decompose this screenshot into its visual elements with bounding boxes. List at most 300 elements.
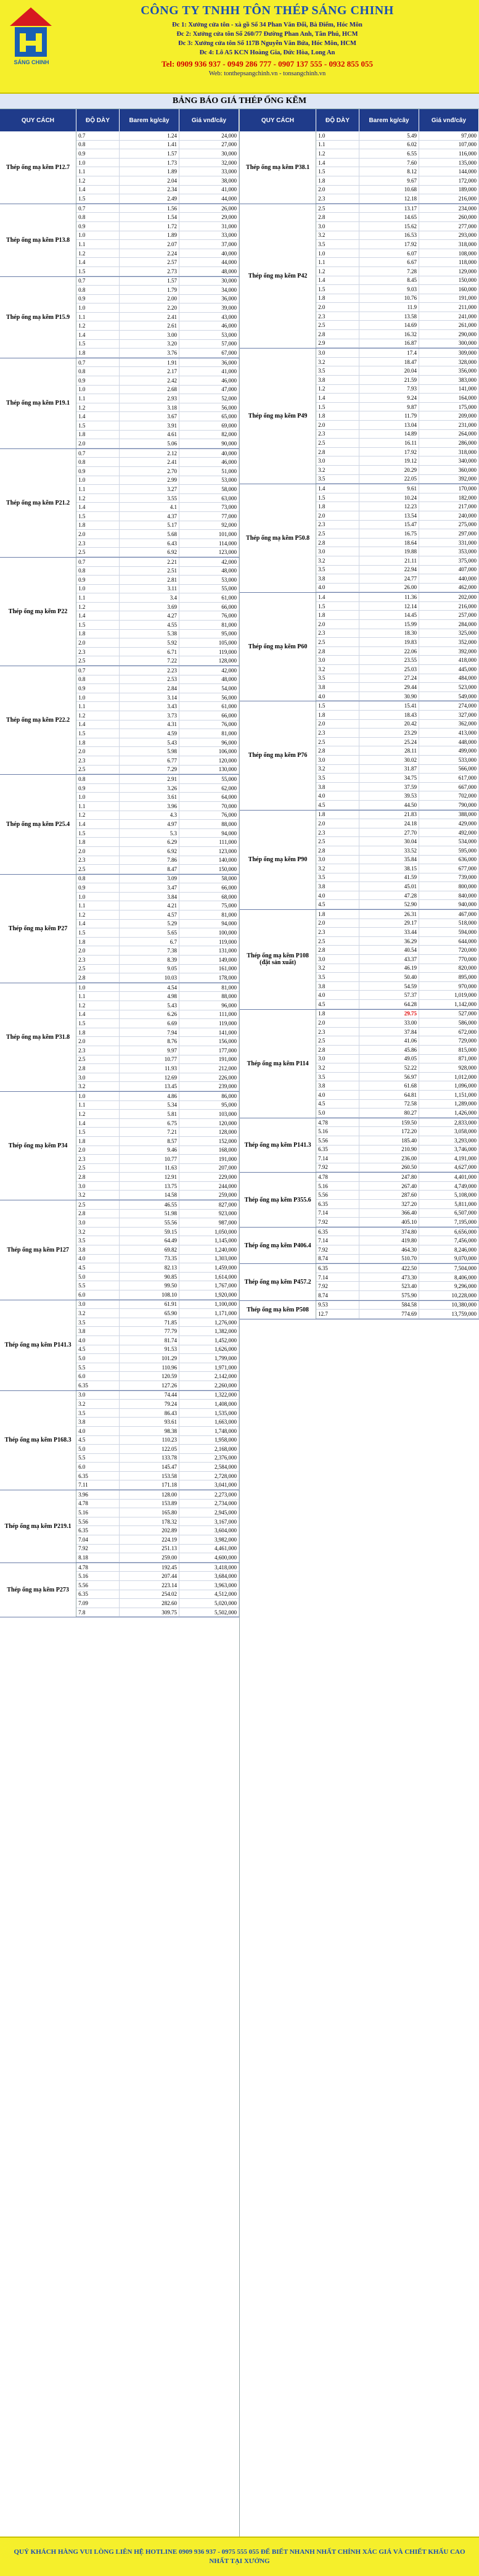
thickness-cell: 4.5 — [76, 1345, 120, 1354]
thickness-cell: 3.0 — [76, 1218, 120, 1227]
price-cell: 130,000 — [179, 766, 239, 774]
price-cell: 66,000 — [179, 883, 239, 892]
table-row — [76, 567, 239, 576]
table-row — [316, 1081, 479, 1091]
price-cell: 172,000 — [419, 176, 479, 185]
thickness-cell: 3.2 — [76, 1400, 120, 1408]
table-row — [76, 485, 239, 494]
weight-cell: 4.54 — [120, 983, 179, 992]
price-cell: 467,000 — [419, 910, 479, 919]
weight-cell: 26.00 — [359, 584, 419, 592]
price-cell: 840,000 — [419, 891, 479, 900]
weight-cell: 2.23 — [120, 666, 179, 675]
thickness-cell: 2.0 — [76, 847, 120, 856]
table-row — [316, 982, 479, 991]
table-row — [316, 475, 479, 484]
product-group — [240, 1010, 479, 1118]
product-rows — [76, 277, 239, 358]
product-rows — [76, 1092, 239, 1200]
table-row — [76, 956, 239, 965]
price-cell: 168,000 — [179, 1146, 239, 1155]
weight-cell: 64.81 — [359, 1091, 419, 1099]
thickness-cell: 1.8 — [316, 502, 359, 511]
thickness-cell: 7.14 — [316, 1236, 359, 1245]
weight-cell: 80.27 — [359, 1108, 419, 1117]
price-cell: 67,000 — [179, 349, 239, 357]
table-row — [316, 430, 479, 439]
address-line: Đc 2: Xưởng cửa tôn Số 260/77 Đường Phan Anh, Tân Phú, HCM — [176, 31, 358, 38]
weight-cell: 15.62 — [359, 222, 419, 231]
price-cell: 10,380,000 — [419, 1301, 479, 1310]
price-cell: 4,191,000 — [419, 1154, 479, 1163]
weight-cell: 16.11 — [359, 439, 419, 447]
thickness-cell: 1.2 — [76, 1110, 120, 1118]
thickness-cell: 4.5 — [316, 900, 359, 909]
price-cell: 275,000 — [419, 521, 479, 529]
product-group — [240, 204, 479, 349]
table-row — [316, 801, 479, 810]
table-row — [76, 693, 239, 703]
thickness-cell: 3.8 — [316, 982, 359, 991]
price-cell: 170,000 — [419, 484, 479, 493]
price-cell: 1,920,000 — [179, 1290, 239, 1299]
price-cell: 264,000 — [419, 430, 479, 439]
weight-cell: 34.75 — [359, 774, 419, 782]
price-cell: 7,456,000 — [419, 1236, 479, 1245]
table-row — [316, 1291, 479, 1300]
product-group — [0, 204, 239, 277]
thickness-cell: 1.4 — [316, 276, 359, 285]
price-cell: 527,000 — [419, 1010, 479, 1018]
weight-cell: 12.91 — [120, 1173, 179, 1181]
thickness-cell: 3.5 — [316, 873, 359, 882]
company-info — [62, 4, 473, 77]
weight-cell: 1.57 — [120, 277, 179, 286]
header-price: Giá vnđ/cây — [179, 109, 239, 131]
weight-cell: 3.43 — [120, 702, 179, 711]
thickness-cell: 6.35 — [76, 1381, 120, 1390]
thickness-cell: 1.4 — [76, 186, 120, 194]
price-cell: 677,000 — [419, 864, 479, 873]
product-rows — [316, 1264, 479, 1300]
price-cell: 4,512,000 — [179, 1590, 239, 1599]
weight-cell: 2.21 — [120, 558, 179, 566]
thickness-cell: 5.56 — [316, 1191, 359, 1199]
price-cell: 770,000 — [419, 955, 479, 964]
thickness-cell: 1.4 — [76, 820, 120, 828]
thickness-cell: 6.35 — [76, 1526, 120, 1535]
thickness-cell: 2.3 — [76, 1046, 120, 1055]
table-row — [76, 638, 239, 648]
price-cell: 114,000 — [179, 539, 239, 548]
thickness-cell: 0.7 — [76, 131, 120, 140]
product-name: Thép ống mạ kẽm P38.1 — [240, 131, 316, 204]
thickness-cell: 1.5 — [316, 493, 359, 502]
table-row — [76, 176, 239, 186]
price-cell: 209,000 — [419, 411, 479, 420]
table-row — [76, 1200, 239, 1210]
thickness-cell: 3.0 — [76, 1182, 120, 1191]
company-header — [0, 0, 479, 94]
product-rows — [316, 1118, 479, 1173]
product-rows — [76, 983, 239, 1091]
price-cell: 31,000 — [179, 222, 239, 231]
product-group — [240, 131, 479, 204]
thickness-cell: 3.5 — [316, 774, 359, 782]
weight-cell: 9.67 — [359, 176, 419, 185]
table-row — [316, 991, 479, 1000]
thickness-cell: 1.1 — [76, 593, 120, 602]
product-name: Thép ống mạ kẽm P15.9 — [0, 277, 76, 358]
weight-cell: 69.82 — [120, 1245, 179, 1254]
weight-cell: 584.58 — [359, 1301, 419, 1310]
weight-cell: 51.98 — [120, 1210, 179, 1218]
table-row — [76, 1101, 239, 1110]
table-row — [316, 783, 479, 792]
table-row — [316, 456, 479, 466]
table-row — [76, 340, 239, 349]
table-row — [76, 1092, 239, 1101]
thickness-cell: 1.8 — [76, 521, 120, 530]
price-cell: 29,000 — [179, 213, 239, 221]
thickness-cell: 3.0 — [316, 856, 359, 864]
table-row — [76, 1480, 239, 1490]
weight-cell: 46.19 — [359, 964, 419, 973]
table-row — [76, 1055, 239, 1065]
price-cell: 73,000 — [179, 503, 239, 511]
price-cell: 549,000 — [419, 692, 479, 701]
price-cell: 150,000 — [179, 865, 239, 873]
weight-cell: 4.86 — [120, 1092, 179, 1100]
product-rows — [316, 1228, 479, 1263]
product-rows — [76, 449, 239, 557]
price-cell: 111,000 — [179, 1010, 239, 1019]
thickness-cell: 1.8 — [316, 411, 359, 420]
price-cell: 240,000 — [419, 511, 479, 520]
price-cell: 106,000 — [179, 747, 239, 756]
weight-cell: 247.80 — [359, 1173, 419, 1181]
weight-cell: 210.90 — [359, 1146, 419, 1154]
table-row — [76, 321, 239, 331]
product-rows — [316, 1173, 479, 1227]
weight-cell: 12.18 — [359, 194, 419, 203]
price-cell: 325,000 — [419, 629, 479, 638]
price-cell: 116,000 — [419, 149, 479, 158]
table-row — [76, 1228, 239, 1237]
weight-cell: 6.02 — [359, 141, 419, 149]
thickness-cell: 1.2 — [76, 811, 120, 820]
table-row — [316, 711, 479, 720]
price-cell: 119,000 — [179, 938, 239, 946]
thickness-cell: 2.3 — [76, 648, 120, 656]
thickness-cell: 1.4 — [316, 593, 359, 601]
weight-cell: 13.17 — [359, 204, 419, 213]
price-cell: 41,000 — [179, 367, 239, 376]
thickness-cell: 1.4 — [76, 412, 120, 421]
price-cell: 47,000 — [179, 386, 239, 394]
table-row — [76, 1354, 239, 1363]
table-row — [76, 1082, 239, 1091]
price-cell: 2,728,000 — [179, 1472, 239, 1480]
price-cell: 3,418,000 — [179, 1563, 239, 1572]
price-cell: 161,000 — [179, 965, 239, 973]
product-rows — [76, 875, 239, 983]
weight-cell: 8.45 — [359, 276, 419, 285]
product-group — [240, 593, 479, 701]
table-row — [76, 231, 239, 241]
price-cell: 191,000 — [419, 294, 479, 303]
product-group — [0, 1490, 239, 1563]
price-cell: 37,000 — [179, 240, 239, 249]
table-row — [76, 1037, 239, 1046]
price-cell: 48,000 — [179, 567, 239, 576]
table-row — [316, 1228, 479, 1237]
weight-cell: 5.34 — [120, 1101, 179, 1110]
product-name: Thép ống mạ kẽm P31.8 — [0, 983, 76, 1091]
price-cell: 7,504,000 — [419, 1264, 479, 1273]
price-cell: 135,000 — [419, 159, 479, 167]
weight-cell: 6.92 — [120, 548, 179, 556]
thickness-cell: 5.56 — [76, 1581, 120, 1590]
weight-cell: 4.97 — [120, 820, 179, 828]
price-cell: 40,000 — [179, 249, 239, 258]
price-cell: 44,000 — [179, 258, 239, 266]
product-rows — [76, 558, 239, 666]
header-weight: Barem kg/cây — [120, 109, 179, 131]
thickness-cell: 6.0 — [76, 1463, 120, 1471]
thickness-cell: 4.5 — [316, 1000, 359, 1009]
weight-cell: 4.59 — [120, 729, 179, 738]
price-cell: 191,000 — [179, 1055, 239, 1064]
thickness-cell: 1.8 — [76, 431, 120, 439]
table-row — [316, 1100, 479, 1109]
weight-cell: 23.29 — [359, 729, 419, 737]
weight-cell: 2.73 — [120, 267, 179, 276]
price-cell: 739,000 — [419, 873, 479, 882]
product-name: Thép ống mạ kẽm P76 — [240, 701, 316, 809]
table-row — [76, 1472, 239, 1481]
price-cell: 720,000 — [419, 946, 479, 954]
thickness-cell: 3.2 — [76, 1082, 120, 1091]
table-row — [76, 1073, 239, 1083]
weight-cell: 57.37 — [359, 991, 419, 999]
price-cell: 36,000 — [179, 358, 239, 367]
price-cell: 895,000 — [419, 973, 479, 981]
product-rows — [316, 1010, 479, 1118]
product-rows — [76, 358, 239, 448]
left-price-table — [0, 109, 240, 2537]
weight-cell: 11.9 — [359, 303, 419, 312]
thickness-cell: 7.14 — [316, 1154, 359, 1163]
thickness-cell: 3.2 — [316, 665, 359, 674]
table-row — [76, 295, 239, 304]
table-row — [76, 1535, 239, 1545]
product-name: Thép ống mạ kẽm P50.8 — [240, 484, 316, 592]
price-cell: 120,000 — [179, 1119, 239, 1128]
table-row — [316, 141, 479, 150]
weight-cell: 3.4 — [120, 593, 179, 602]
thickness-cell: 1.5 — [76, 512, 120, 521]
price-cell: 533,000 — [419, 756, 479, 764]
table-row — [76, 258, 239, 267]
table-row — [316, 900, 479, 909]
table-row — [76, 376, 239, 386]
weight-cell: 5.49 — [359, 131, 419, 140]
table-row — [76, 1290, 239, 1300]
thickness-cell: 2.3 — [76, 756, 120, 765]
thickness-cell: 1.2 — [316, 385, 359, 394]
weight-cell: 2.42 — [120, 376, 179, 385]
price-cell: 175,000 — [419, 403, 479, 411]
table-row — [76, 784, 239, 793]
table-row — [76, 1572, 239, 1581]
table-row — [316, 828, 479, 838]
table-row — [76, 141, 239, 150]
price-cell: 2,168,000 — [179, 1445, 239, 1453]
weight-cell: 165.80 — [120, 1508, 179, 1517]
weight-cell: 24.18 — [359, 819, 419, 828]
table-row — [316, 1108, 479, 1118]
weight-cell: 1.79 — [120, 286, 179, 294]
thickness-cell: 2.5 — [316, 204, 359, 213]
weight-cell: 127.26 — [120, 1381, 179, 1390]
table-row — [76, 729, 239, 738]
thickness-cell: 1.0 — [76, 386, 120, 394]
price-cell: 141,000 — [419, 385, 479, 394]
table-row — [76, 648, 239, 657]
product-group — [0, 1092, 239, 1200]
thickness-cell: 5.16 — [76, 1508, 120, 1517]
weight-cell: 3.47 — [120, 883, 179, 892]
price-cell: 202,000 — [419, 593, 479, 601]
price-cell: 156,000 — [179, 1037, 239, 1046]
thickness-cell: 3.8 — [316, 1081, 359, 1090]
weight-cell: 17.4 — [359, 349, 419, 357]
weight-cell: 7.28 — [359, 267, 419, 276]
thickness-cell: 2.8 — [76, 1173, 120, 1181]
table-row — [316, 946, 479, 955]
price-cell: 375,000 — [419, 556, 479, 565]
table-row — [316, 1255, 479, 1264]
table-row — [316, 521, 479, 530]
price-cell: 42,000 — [179, 666, 239, 675]
weight-cell: 259.00 — [120, 1553, 179, 1562]
weight-cell: 17.92 — [359, 240, 419, 249]
table-row — [76, 421, 239, 431]
price-cell: 140,000 — [179, 856, 239, 865]
thickness-cell: 2.8 — [316, 213, 359, 221]
thickness-cell: 6.35 — [316, 1228, 359, 1236]
weight-cell: 5.43 — [120, 1001, 179, 1010]
price-cell: 128,000 — [179, 656, 239, 665]
weight-cell: 26.31 — [359, 910, 419, 919]
price-cell: 729,000 — [419, 1036, 479, 1045]
table-row — [316, 556, 479, 566]
table-row — [316, 1136, 479, 1146]
weight-cell: 12.14 — [359, 602, 419, 611]
header-thickness: ĐỘ DÀY — [316, 109, 359, 131]
weight-cell: 27.70 — [359, 828, 419, 837]
thickness-cell: 3.2 — [316, 964, 359, 973]
header-thickness: ĐỘ DÀY — [76, 109, 120, 131]
thickness-cell: 2.3 — [316, 1028, 359, 1036]
price-cell: 9,296,000 — [419, 1282, 479, 1290]
weight-cell: 422.50 — [359, 1264, 419, 1273]
thickness-cell: 0.9 — [76, 376, 120, 385]
weight-cell: 1.24 — [120, 131, 179, 140]
weight-cell: 3.14 — [120, 693, 179, 702]
header-price: Giá vnđ/cây — [419, 109, 479, 131]
price-cell: 871,000 — [419, 1055, 479, 1063]
table-row — [316, 421, 479, 430]
price-cell: 827,000 — [179, 1200, 239, 1209]
thickness-cell: 6.35 — [316, 1264, 359, 1273]
table-row — [76, 802, 239, 811]
thickness-cell: 1.4 — [316, 159, 359, 167]
table-row — [76, 539, 239, 548]
table-row — [76, 1255, 239, 1264]
table-row — [76, 303, 239, 313]
weight-cell: 224.19 — [120, 1535, 179, 1544]
company-logo-icon — [6, 5, 55, 62]
weight-cell: 91.53 — [120, 1345, 179, 1354]
table-row — [76, 847, 239, 856]
thickness-cell: 5.0 — [76, 1354, 120, 1363]
weight-cell: 7.94 — [120, 1028, 179, 1037]
thickness-cell: 3.0 — [316, 656, 359, 664]
price-cell: 418,000 — [419, 656, 479, 664]
thickness-cell: 1.8 — [316, 611, 359, 619]
thickness-cell: 1.4 — [76, 503, 120, 511]
weight-cell: 3.61 — [120, 793, 179, 801]
thickness-cell: 0.9 — [76, 222, 120, 231]
weight-cell: 13.45 — [120, 1082, 179, 1091]
product-group — [240, 811, 479, 910]
thickness-cell: 4.0 — [316, 991, 359, 999]
table-row — [76, 431, 239, 440]
weight-cell: 3.76 — [120, 349, 179, 357]
product-rows — [76, 1391, 239, 1490]
weight-cell: 5.29 — [120, 920, 179, 928]
price-cell: 636,000 — [419, 856, 479, 864]
weight-cell: 18.47 — [359, 358, 419, 366]
product-group — [0, 449, 239, 558]
footer-banner — [0, 2537, 479, 2576]
weight-cell: 90.85 — [120, 1273, 179, 1281]
table-row — [316, 1154, 479, 1163]
price-cell: 300,000 — [419, 339, 479, 348]
weight-cell: 3.55 — [120, 494, 179, 503]
table-row — [76, 747, 239, 756]
table-row — [316, 186, 479, 195]
weight-cell: 192.45 — [120, 1563, 179, 1572]
price-cell: 207,000 — [179, 1164, 239, 1173]
product-name: Thép ống mạ kẽm P49 — [240, 349, 316, 484]
thickness-cell: 1.1 — [76, 167, 120, 176]
weight-cell: 6.69 — [120, 1019, 179, 1028]
table-row — [76, 711, 239, 720]
table-row — [76, 1508, 239, 1517]
table-row — [316, 882, 479, 891]
table-row — [316, 1163, 479, 1173]
weight-cell: 7.29 — [120, 766, 179, 774]
price-cell: 440,000 — [419, 574, 479, 583]
thickness-cell: 3.2 — [76, 1309, 120, 1318]
table-header — [240, 109, 479, 131]
table-row — [76, 558, 239, 567]
table-row — [316, 765, 479, 774]
thickness-cell: 1.0 — [76, 693, 120, 702]
